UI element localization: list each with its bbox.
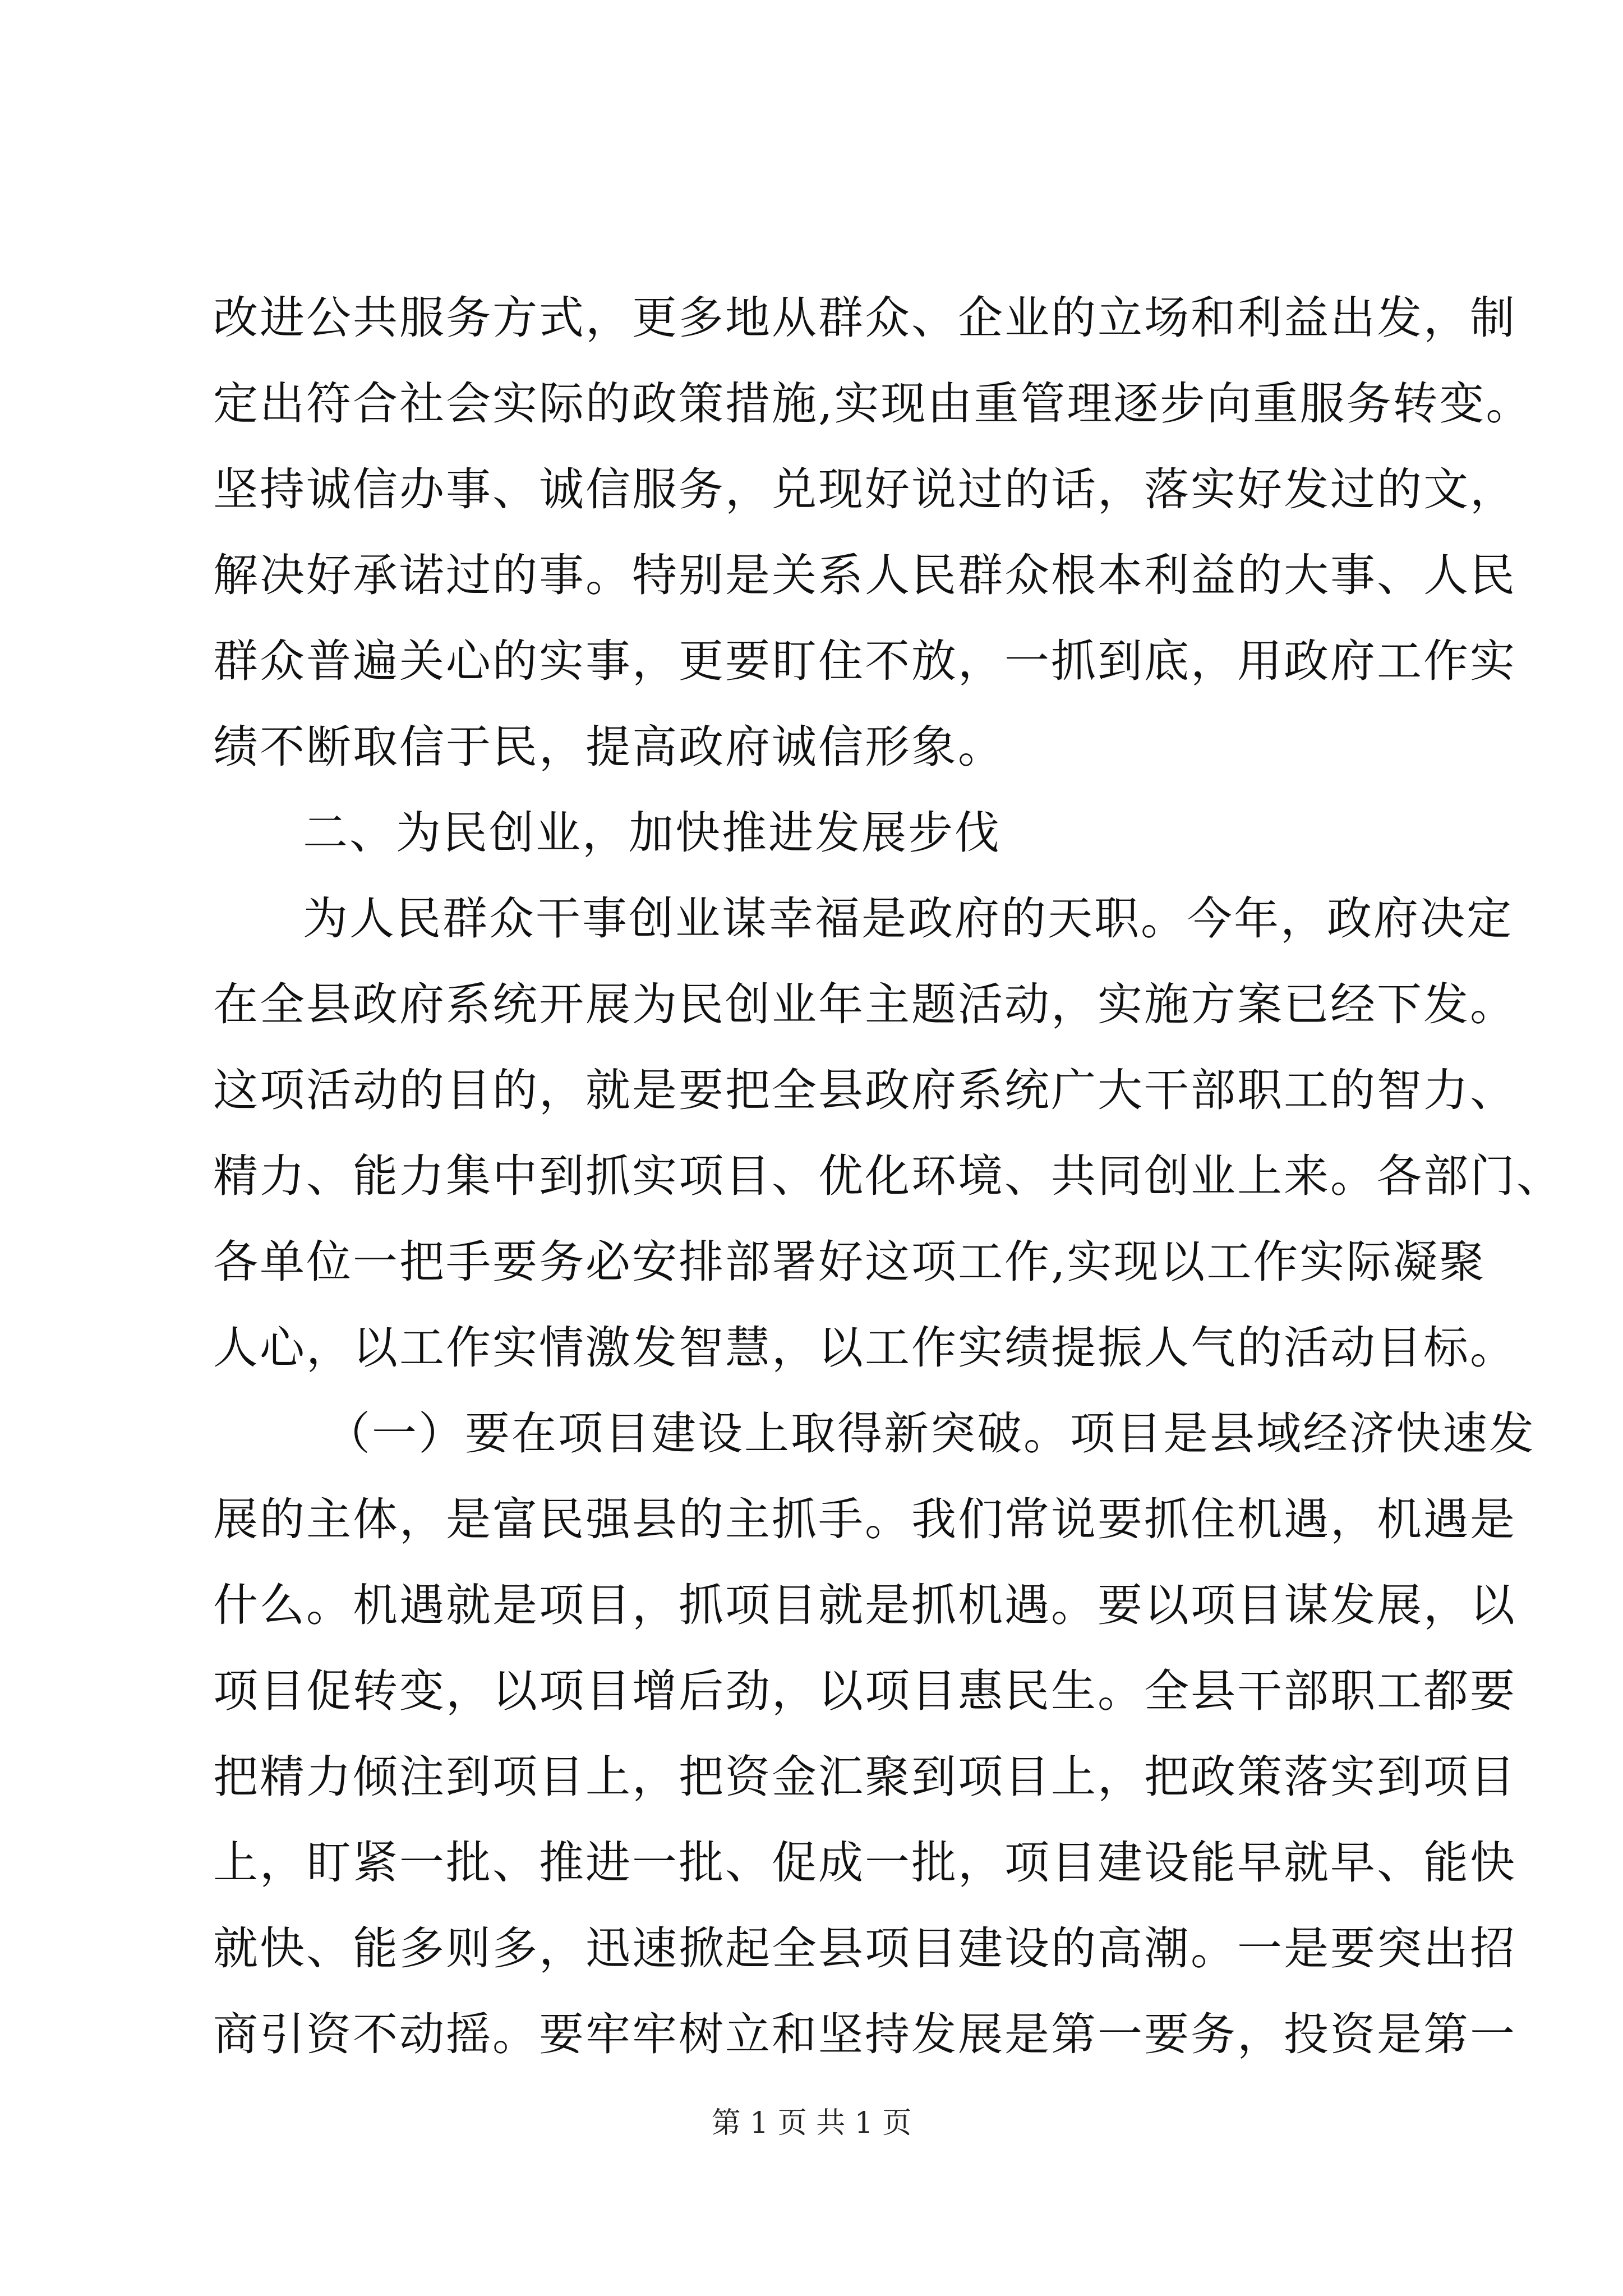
- text-line: 绩不断取信于民，提高政府诚信形象。: [213, 721, 1004, 773]
- body-text: [213, 275, 1563, 2077]
- text-line: 展的主体，是富民强县的主抓手。我们常说要抓住机遇，机遇是: [213, 1493, 1516, 1545]
- text-line: 这项活动的目的，就是要把全县政府系统广大干部职工的智力、: [213, 1064, 1516, 1116]
- text-line: 为人民群众干事创业谋幸福是政府的天职。今年，政府决定: [303, 892, 1513, 945]
- text-line: 上，盯紧一批、推进一批、促成一批，项目建设能早就早、能快: [213, 1837, 1516, 1889]
- text-line: 什么。机遇就是项目，抓项目就是抓机遇。要以项目谋发展，以: [213, 1579, 1516, 1631]
- page-footer: 第 1 页 共 1 页: [711, 2106, 912, 2140]
- subsection-line: （一）要在项目建设上取得新突破。项目是县域经济快速发: [325, 1407, 1536, 1460]
- text-line: 改进公共服务方式，更多地从群众、企业的立场和利益出发，制: [213, 292, 1516, 344]
- text-line: 商引资不动摇。要牢牢树立和坚持发展是第一要务，投资是第一: [213, 2008, 1516, 2060]
- text-line: 坚持诚信办事、诚信服务，兑现好说过的话，落实好发过的文，: [213, 463, 1516, 516]
- text-line: 人心，以工作实情激发智慧，以工作实绩提振人气的活动目标。: [213, 1322, 1516, 1374]
- text-line: 群众普遍关心的实事，更要盯住不放，一抓到底，用政府工作实: [213, 635, 1516, 687]
- text-line: 各单位一把手要务必安排部署好这项工作,实现以工作实际凝聚: [213, 1236, 1486, 1288]
- text-line: 精力、能力集中到抓实项目、优化环境、共同创业上来。各部门、: [213, 1150, 1563, 1202]
- text-line: 就快、能多则多，迅速掀起全县项目建设的高潮。一是要突出招: [213, 1922, 1516, 1975]
- text-line: 把精力倾注到项目上，把资金汇聚到项目上，把政策落实到项目: [213, 1751, 1516, 1803]
- text-line: 解决好承诺过的事。特别是关系人民群众根本利益的大事、人民: [213, 549, 1516, 601]
- text-line: 项目促转变，以项目增后劲，以项目惠民生。全县干部职工都要: [213, 1665, 1516, 1717]
- section-heading: 二、为民创业，加快推进发展步伐: [303, 807, 1001, 859]
- text-line: 在全县政府系统开展为民创业年主题活动，实施方案已经下发。: [213, 978, 1516, 1030]
- text-line: 定出符合社会实际的政策措施,实现由重管理逐步向重服务转变。: [213, 378, 1533, 430]
